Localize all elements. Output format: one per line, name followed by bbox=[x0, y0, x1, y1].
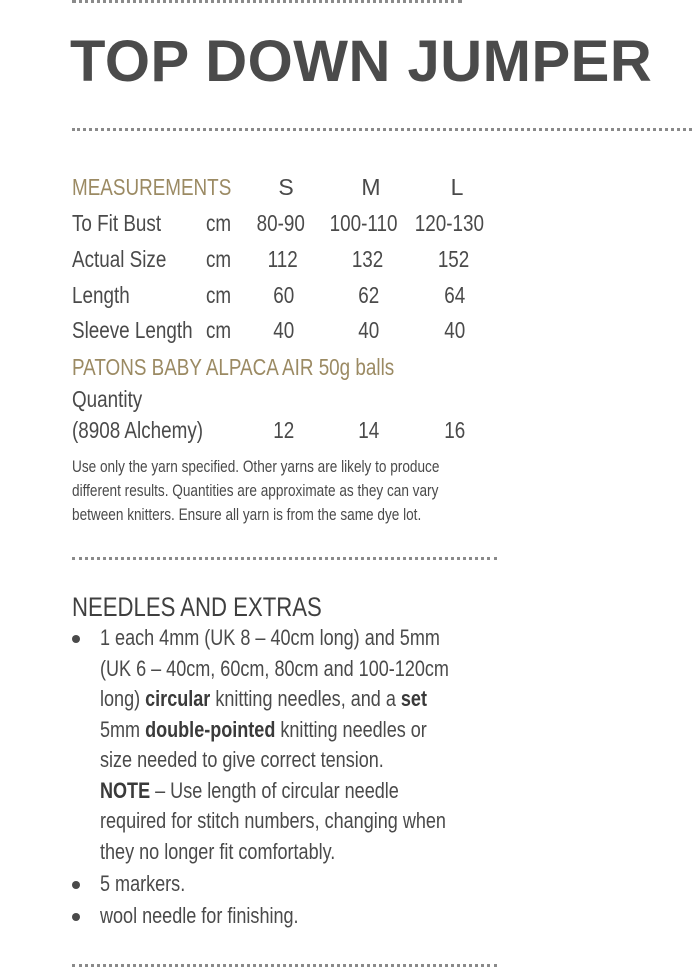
size-s-header: S bbox=[278, 174, 294, 200]
yarn-note-line: between knitters. Ensure all yarn is from the same dye lot. bbox=[72, 505, 422, 524]
page-title: TOP DOWN JUMPER bbox=[70, 29, 653, 94]
row-label: Actual Size bbox=[72, 246, 167, 272]
yarn-heading bbox=[72, 352, 465, 382]
value-m: 100-110 bbox=[329, 210, 398, 236]
bullet-icon bbox=[72, 881, 80, 889]
quantity-m: 14 bbox=[358, 417, 380, 443]
needles-list-item-3 bbox=[72, 901, 572, 933]
bullet-icon bbox=[72, 913, 80, 921]
measurements-heading bbox=[72, 172, 266, 202]
needles-line: wool needle for finishing. bbox=[100, 903, 299, 928]
quantity-s: 12 bbox=[273, 417, 295, 443]
value-m: 40 bbox=[358, 317, 380, 343]
quantity-l: 16 bbox=[444, 417, 466, 443]
needles-note-line: NOTE – Use length of circular needle bbox=[100, 777, 399, 803]
needles-line: 5mm double-pointed knitting needles or bbox=[100, 716, 427, 742]
needles-heading bbox=[72, 590, 377, 624]
value-l: 120-130 bbox=[414, 210, 485, 236]
bullet-icon bbox=[72, 635, 80, 643]
needles-heading-text: NEEDLES AND EXTRAS bbox=[72, 592, 322, 622]
value-m: 62 bbox=[358, 282, 380, 308]
size-m-header: M bbox=[361, 174, 381, 200]
divider-title bbox=[72, 128, 692, 131]
value-l: 152 bbox=[437, 246, 470, 272]
value-l: 64 bbox=[444, 282, 466, 308]
divider-bottom bbox=[72, 964, 497, 967]
row-unit: cm bbox=[206, 317, 232, 343]
row-label: Sleeve Length bbox=[72, 317, 193, 343]
yarn-heading-text: PATONS BABY ALPACA AIR 50g balls bbox=[72, 354, 395, 380]
row-label: Length bbox=[72, 282, 130, 308]
yarn-note bbox=[72, 455, 592, 527]
needles-line: long) circular knitting needles, and a set bbox=[100, 686, 427, 711]
needles-line: (UK 6 – 40cm, 60cm, 80cm and 100-120cm bbox=[100, 655, 449, 681]
row-label: To Fit Bust bbox=[72, 210, 162, 236]
value-s: 40 bbox=[273, 317, 295, 343]
divider-middle bbox=[72, 557, 497, 560]
row-unit: cm bbox=[206, 210, 232, 236]
needles-line: 1 each 4mm (UK 8 – 40cm long) and 5mm bbox=[100, 625, 440, 650]
divider-top bbox=[72, 0, 462, 3]
needles-line: size needed to give correct tension. bbox=[100, 747, 384, 772]
yarn-note-line: different results. Quantities are approximate as they can vary bbox=[72, 481, 439, 500]
needles-line: required for stitch numbers, changing when bbox=[100, 808, 446, 833]
row-unit: cm bbox=[206, 282, 232, 308]
value-m: 132 bbox=[351, 246, 384, 272]
value-s: 80-90 bbox=[256, 210, 305, 236]
colour-label: (8908 Alchemy) bbox=[72, 417, 204, 443]
value-s: 60 bbox=[273, 282, 295, 308]
needles-list-item-2 bbox=[72, 869, 572, 901]
needles-line: 5 markers. bbox=[100, 871, 186, 896]
quantity-label: Quantity bbox=[72, 386, 143, 412]
size-l-header: L bbox=[450, 174, 464, 200]
measurements-heading-text: MEASUREMENTS bbox=[72, 174, 232, 200]
yarn-note-line: Use only the yarn specified. Other yarns are likely to produce bbox=[72, 457, 440, 476]
needles-list-item-1 bbox=[72, 623, 572, 873]
row-unit: cm bbox=[206, 246, 232, 272]
needles-line: they no longer fit comfortably. bbox=[100, 838, 336, 864]
value-s: 112 bbox=[267, 246, 298, 272]
value-l: 40 bbox=[444, 317, 466, 343]
